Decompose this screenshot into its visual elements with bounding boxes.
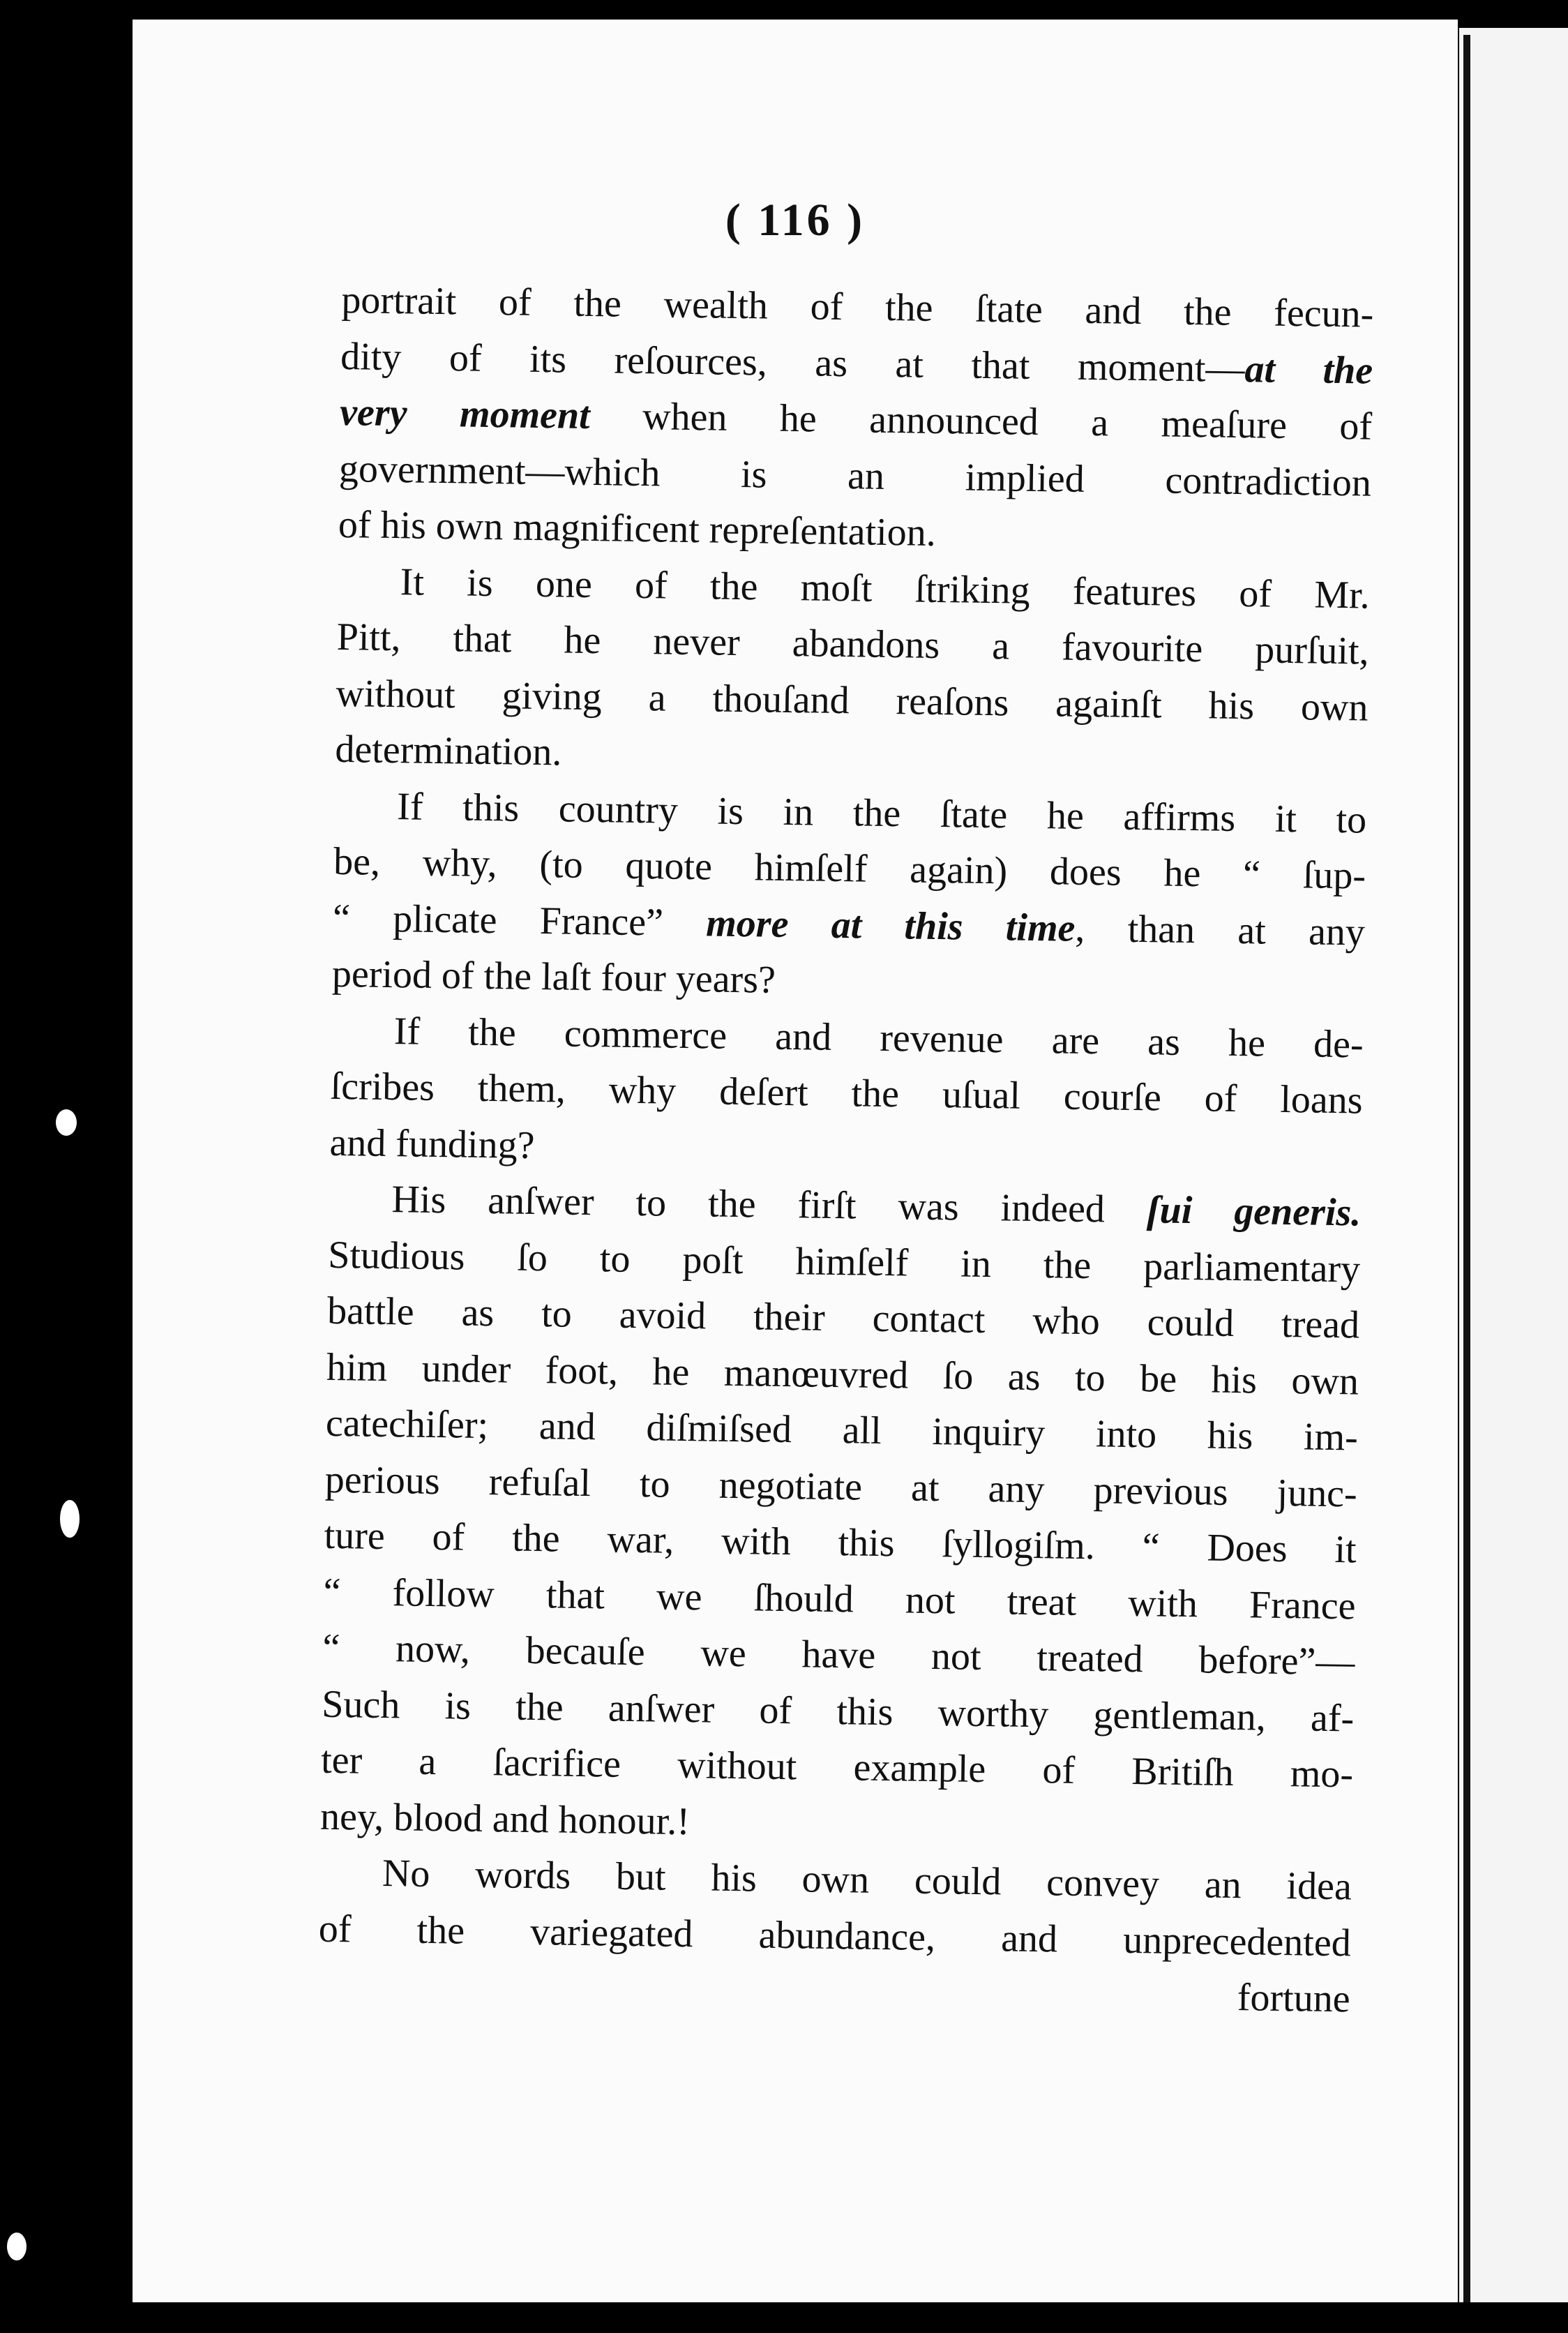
text-line: of his own magnificent repreſentation. xyxy=(338,502,937,555)
text-line: and funding? xyxy=(329,1120,535,1167)
scan-speck xyxy=(56,1109,77,1136)
text-line: “ follow that we ſhould not treat with France xyxy=(323,1570,1356,1628)
text-line: If this country is in the ſtate he affirms it to xyxy=(396,784,1367,842)
text-run: “ plicate France” xyxy=(332,896,707,945)
italic-emphasis: very moment xyxy=(339,390,591,437)
scan-speck xyxy=(60,1500,80,1538)
text-line: perious refuſal to negotiate at any previous junc- xyxy=(324,1457,1358,1515)
text-run: His anſwer to the firſt was indeed xyxy=(391,1178,1147,1232)
text-line: ture of the war, with this ſyllogiſm. “ Does it xyxy=(324,1513,1357,1572)
text-line: portrait of the wealth of the ſtate and the fecun- xyxy=(341,278,1374,336)
text-line: him under foot, he manœuvred ſo as to be his own xyxy=(326,1345,1359,1404)
text-line: It is one of the moſt ſtriking features of Mr. xyxy=(400,560,1371,617)
text-line: battle as to avoid their contact who could tread xyxy=(326,1289,1360,1347)
page-number: ( 116 ) xyxy=(725,195,866,246)
page-gutter-shadow xyxy=(1463,35,1470,2302)
text-line: Such is the anſwer of this worthy gentleman, af- xyxy=(321,1682,1355,1740)
italic-emphasis: ſui generis. xyxy=(1146,1188,1362,1235)
text-line: fortune xyxy=(1237,1976,1351,2021)
text-line: ſcribes them, why deſert the uſual courſe of loans xyxy=(330,1064,1363,1123)
body-text xyxy=(317,272,1374,2027)
italic-emphasis: at the xyxy=(1244,347,1373,393)
text-line: of the variegated abundance, and unprecedented xyxy=(318,1907,1352,1965)
text-line: If the commerce and revenue are as he de- xyxy=(393,1009,1364,1067)
text-line: be, why, (to quote himſelf again) does he “ ſup- xyxy=(333,839,1366,898)
adjacent-page-edge xyxy=(1459,28,1568,2302)
text-run: when he announced a meaſure of xyxy=(589,393,1373,449)
text-line: Pitt, that he never abandons a favourite purſuit, xyxy=(336,615,1369,673)
text-line: Studious ſo to poſt himſelf in the parliamentary xyxy=(327,1233,1361,1291)
book-page xyxy=(133,20,1458,2302)
text-line: catechiſer; and diſmiſsed all inquiry into his im- xyxy=(325,1401,1359,1460)
text-run: , than at any xyxy=(1074,906,1366,954)
text-line: period of the laſt four years? xyxy=(331,952,776,1002)
text-line: without giving a thouſand reaſons againſt his own xyxy=(336,671,1369,730)
text-run: dity of its reſources, as at that moment— xyxy=(340,334,1245,391)
text-line: “ now, becauſe we have not treated before”— xyxy=(322,1626,1355,1684)
text-line: determination. xyxy=(335,727,562,774)
italic-emphasis: more at this time xyxy=(705,901,1076,950)
text-line: No words but his own could convey an idea xyxy=(382,1852,1352,1909)
scan-speck xyxy=(7,2233,27,2260)
text-line: ter a ſacrifice without example of Britiſh mo- xyxy=(320,1738,1354,1796)
text-line: ney, blood and honour.! xyxy=(319,1794,691,1843)
text-line: government—which is an implied contradiction xyxy=(338,447,1372,505)
